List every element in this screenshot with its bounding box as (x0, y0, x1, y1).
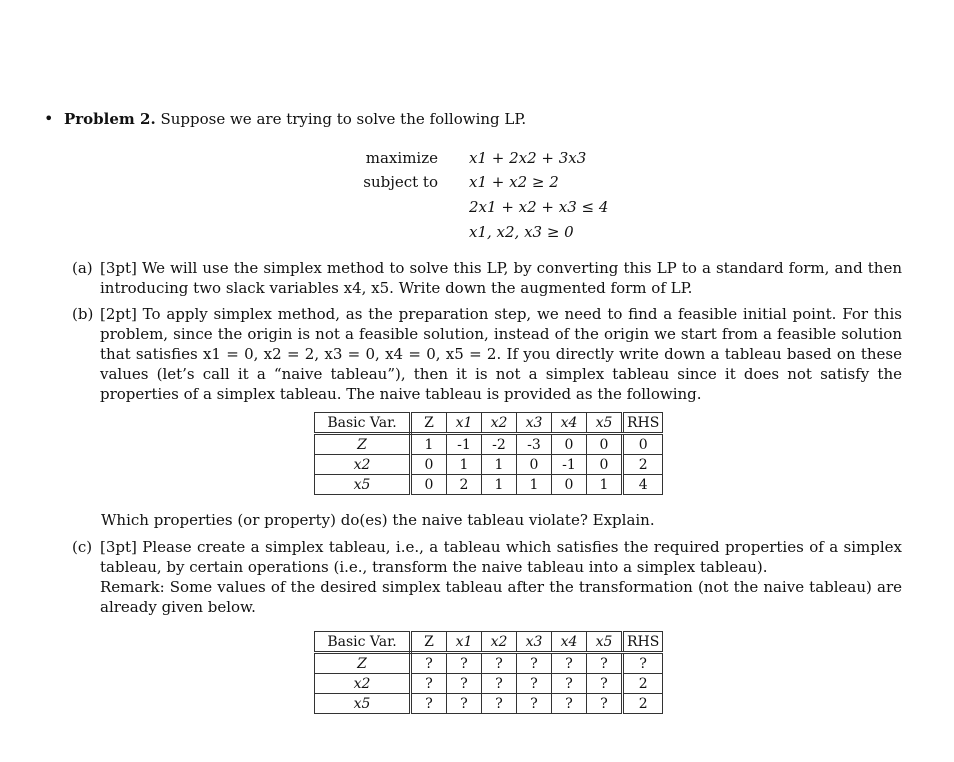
table-cell: -1 (447, 434, 482, 455)
table-cell: ? (517, 674, 552, 694)
table-cell: ? (552, 674, 587, 694)
table-cell: 1 (447, 455, 482, 475)
header-cell: Basic Var. (315, 413, 411, 434)
part-a (72, 258, 902, 298)
table-cell: 1 (517, 475, 552, 495)
part-b-text: [2pt] To apply simplex method, as the preparation step, we need to find a feasible initial point. For this problem, since the origin is not a feasible solution, instead of the origin we start from a feasible solution that satisfies x1 = 0, x2 = 2, x3 = 0, x4 = 0, x5 = 2. If you directly write down a tableau based on these values (let’s call it a “naive tableau”), then it is not a simplex tableau since it does not satisfy the properties of a simplex tableau. The naive tableau is provided as the following. (100, 305, 902, 403)
lp-objective-label: maximize (365, 149, 438, 167)
part-a-tag: (a) (72, 259, 93, 277)
problem-intro: Suppose we are trying to solve the following LP. (160, 110, 527, 128)
table-row (315, 674, 663, 694)
table-cell: ? (517, 653, 552, 674)
lp-objective: x1 + 2x2 + 3x3 (469, 149, 587, 167)
table-cell: ? (517, 694, 552, 714)
table-cell: 2 (623, 674, 663, 694)
table-cell: 1 (482, 475, 517, 495)
table-cell: 0 (517, 455, 552, 475)
table-cell: 0 (552, 475, 587, 495)
table-cell: 1 (482, 455, 517, 475)
table-cell: ? (411, 694, 447, 714)
table-cell: 2 (623, 694, 663, 714)
header-cell: x3 (517, 632, 552, 653)
header-cell: x5 (587, 413, 623, 434)
table-cell: ? (447, 674, 482, 694)
table-cell: ? (587, 653, 623, 674)
table-cell: 1 (587, 475, 623, 495)
table-cell: ? (482, 674, 517, 694)
header-cell: Z (411, 632, 447, 653)
table-cell: 0 (411, 475, 447, 495)
problem-label: Problem 2. (64, 110, 156, 128)
table-row (315, 694, 663, 714)
part-b (72, 304, 902, 404)
header-cell: x1 (447, 632, 482, 653)
basic-var-cell: x5 (315, 694, 411, 714)
table-cell: -3 (517, 434, 552, 455)
basic-var-cell: x2 (315, 455, 411, 475)
header-cell: x5 (587, 632, 623, 653)
table-row (315, 475, 663, 495)
header-cell: RHS (623, 632, 663, 653)
header-cell: x2 (482, 413, 517, 434)
table-row (315, 455, 663, 475)
table-row (315, 653, 663, 674)
table-cell: 0 (623, 434, 663, 455)
table-cell: ? (587, 694, 623, 714)
part-a-text: [3pt] We will use the simplex method to solve this LP, by converting this LP to a standard form, and then introducing two slack variables x4, x5. Write down the augmented form of LP. (100, 259, 902, 297)
header-cell: Basic Var. (315, 632, 411, 653)
basic-var-cell: x5 (315, 475, 411, 495)
table-cell: 4 (623, 475, 663, 495)
naive-tableau (314, 412, 663, 495)
part-b-question: Which properties (or property) do(es) the naive tableau violate? Explain. (101, 511, 655, 529)
basic-var-cell: x2 (315, 674, 411, 694)
problem-statement (64, 109, 526, 129)
table-cell: ? (447, 694, 482, 714)
header-cell: x2 (482, 632, 517, 653)
part-c (72, 537, 902, 617)
table-cell: ? (482, 653, 517, 674)
bullet: • (44, 109, 54, 128)
lp-constraint-label: subject to (363, 173, 438, 191)
part-c-tag: (c) (72, 538, 93, 556)
table-cell: 0 (411, 455, 447, 475)
table-cell: 0 (587, 434, 623, 455)
table-cell: 0 (552, 434, 587, 455)
lp-constraint: x1, x2, x3 ≥ 0 (469, 223, 574, 241)
table-cell: ? (411, 674, 447, 694)
lp-constraint: x1 + x2 ≥ 2 (469, 173, 559, 191)
header-cell: x4 (552, 632, 587, 653)
table-cell: ? (587, 674, 623, 694)
table-cell: 1 (411, 434, 447, 455)
part-c-text: [3pt] Please create a simplex tableau, i.e., a tableau which satisfies the required properties of a simplex tableau, by certain operations (i.e., transform the naive tableau into a simplex tableau). (100, 538, 902, 576)
table-cell: 0 (587, 455, 623, 475)
simplex-tableau (314, 631, 663, 714)
basic-var-cell: Z (315, 434, 411, 455)
header-cell: x3 (517, 413, 552, 434)
header-cell: x1 (447, 413, 482, 434)
table-cell: ? (411, 653, 447, 674)
table-cell: ? (552, 694, 587, 714)
table-cell: ? (482, 694, 517, 714)
table-cell: ? (447, 653, 482, 674)
table-cell: 2 (623, 455, 663, 475)
part-b-tag: (b) (72, 305, 94, 323)
table-cell: ? (552, 653, 587, 674)
header-cell: Z (411, 413, 447, 434)
basic-var-cell: Z (315, 653, 411, 674)
table-cell: ? (623, 653, 663, 674)
header-cell: x4 (552, 413, 587, 434)
table-cell: -1 (552, 455, 587, 475)
part-c-remark: Remark: Some values of the desired simplex tableau after the transformation (not the naive tableau) are already given below. (100, 578, 902, 616)
lp-constraint: 2x1 + x2 + x3 ≤ 4 (469, 198, 609, 216)
table-row (315, 434, 663, 455)
table-cell: 2 (447, 475, 482, 495)
table-cell: -2 (482, 434, 517, 455)
header-cell: RHS (623, 413, 663, 434)
